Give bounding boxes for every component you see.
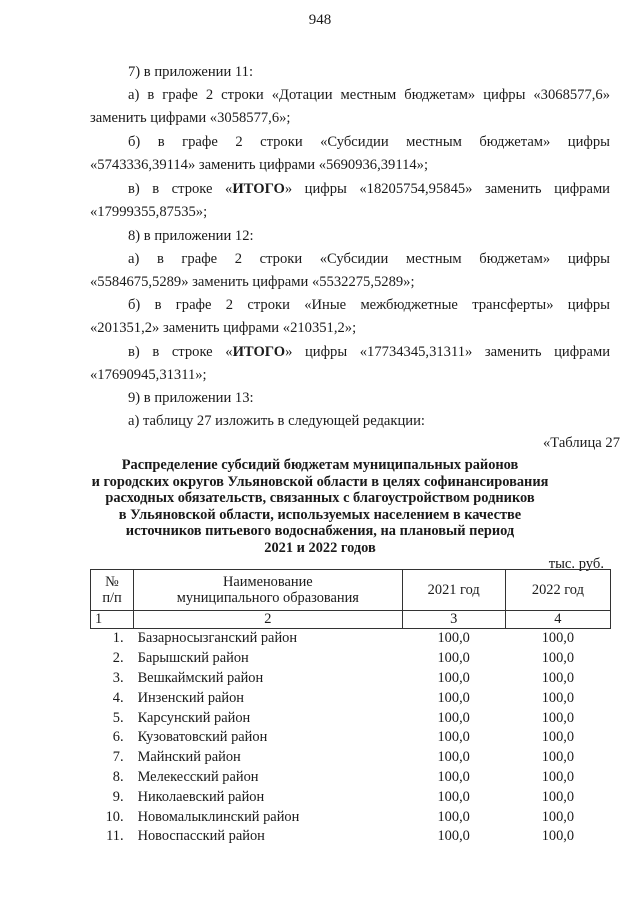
paragraph-8a-line2: «5584675,5289» заменить цифрами «5532275,5289»; — [90, 274, 415, 290]
row-district-name: Базарносызганский район — [137, 630, 298, 647]
row-value-2021: 100,0 — [437, 689, 470, 706]
row-number: 2. — [112, 650, 124, 667]
table-row — [91, 748, 611, 768]
table-title — [0, 457, 640, 557]
row-value-2021: 100,0 — [437, 650, 470, 667]
paragraph-8a-line1: а) в графе 2 строки «Субсидии местным бюджетам» цифры — [128, 251, 610, 267]
row-value-2021: 100,0 — [437, 709, 470, 726]
row-district-name: Барышский район — [137, 650, 249, 667]
row-district-name: Инзенский район — [137, 689, 245, 706]
row-value-2021: 100,0 — [437, 669, 470, 686]
row-district-name: Майнский район — [137, 749, 241, 766]
paragraph-8c-line1 — [128, 344, 610, 361]
table-row — [91, 629, 611, 649]
row-value-2021: 100,0 — [437, 749, 470, 766]
paragraph-8b-line2: «201351,2» заменить цифрами «210351,2»; — [90, 320, 357, 336]
header-number — [91, 570, 134, 611]
column-number: 2 — [134, 611, 403, 629]
unit-label: тыс. руб. — [548, 556, 604, 572]
row-number: 5. — [112, 709, 124, 726]
header-number-line1: № — [105, 574, 119, 590]
row-district-name: Кузоватовский район — [137, 729, 268, 746]
paragraph-7b-line2: «5743336,39114» заменить цифрами «5690936,39114»; — [90, 157, 429, 173]
row-value-2022: 100,0 — [541, 669, 575, 686]
row-number: 11. — [106, 828, 124, 845]
row-value-2022: 100,0 — [541, 729, 575, 746]
header-2022: 2022 год — [505, 570, 610, 611]
paragraph-7c-pre: в) в строке « — [128, 181, 233, 197]
table-row — [91, 807, 611, 827]
row-number: 9. — [112, 788, 124, 805]
paragraph-7: 7) в приложении 11: — [128, 64, 254, 80]
paragraph-8: 8) в приложении 12: — [128, 228, 254, 244]
row-number: 10. — [105, 808, 124, 825]
column-number-row — [91, 611, 611, 629]
row-value-2021: 100,0 — [437, 808, 470, 825]
paragraph-8c-pre: в) в строке « — [128, 344, 233, 360]
row-district-name: Новомалыклинский район — [137, 808, 300, 825]
header-number-line2: п/п — [102, 590, 122, 606]
column-number: 3 — [402, 611, 505, 629]
header-name-line1: Наименование — [223, 574, 313, 590]
title-line: Распределение субсидий бюджетам муниципальных районов — [121, 457, 519, 473]
paragraph-9a: а) таблицу 27 изложить в следующей редакции: — [128, 413, 425, 429]
table-row — [91, 787, 611, 807]
row-value-2021: 100,0 — [437, 729, 470, 746]
paragraph-7a-line1: а) в графе 2 строки «Дотации местным бюджетам» цифры «3068577,6» — [128, 87, 610, 103]
row-number: 1. — [112, 630, 124, 647]
row-district-name: Карсунский район — [137, 709, 251, 726]
paragraph-8c-post: » цифры «17734345,31311» заменить цифрами — [285, 344, 611, 360]
paragraph-8b-line1: б) в графе 2 строки «Иные межбюджетные трансферты» цифры — [128, 297, 610, 313]
row-district-name: Новоспасский район — [137, 828, 265, 845]
row-value-2022: 100,0 — [541, 709, 575, 726]
paragraph-7b-line1: б) в графе 2 строки «Субсидии местным бюджетам» цифры — [128, 134, 610, 150]
table-row — [91, 649, 611, 669]
row-district-name: Мелекесский район — [137, 768, 259, 785]
column-number: 1 — [91, 611, 134, 629]
row-value-2021: 100,0 — [437, 768, 470, 785]
paragraph-8c-line2: «17690945,31311»; — [90, 367, 207, 383]
paragraph-7c-line1 — [128, 181, 610, 198]
title-line: 2021 и 2022 годов — [264, 539, 376, 556]
row-value-2021: 100,0 — [437, 828, 470, 845]
row-value-2022: 100,0 — [541, 630, 575, 647]
title-line: источников питьевого водоснабжения, на плановый период — [125, 523, 515, 540]
title-line: и городских округов Ульяновской области в целях софинансирования — [91, 473, 549, 490]
subsidy-table — [90, 569, 611, 847]
paragraph-7c-post: » цифры «18205754,95845» заменить цифрами — [284, 181, 610, 197]
page-number: 948 — [308, 12, 332, 28]
paragraph-7c-line2: «17999355,87535»; — [90, 204, 208, 220]
row-value-2022: 100,0 — [541, 768, 575, 785]
row-district-name: Вешкаймский район — [137, 669, 264, 686]
paragraph-7a-line2: заменить цифрами «3058577,6»; — [90, 110, 291, 126]
row-value-2021: 100,0 — [437, 788, 470, 805]
row-number: 8. — [112, 768, 124, 785]
table-row — [91, 768, 611, 788]
paragraph-7c-bold: ИТОГО — [232, 181, 285, 197]
column-number: 4 — [505, 611, 610, 629]
row-value-2021: 100,0 — [437, 630, 470, 647]
table-row — [91, 708, 611, 728]
paragraph-9: 9) в приложении 13: — [128, 390, 254, 406]
title-line: расходных обязательств, связанных с благоустройством родников — [105, 490, 535, 507]
table-row — [91, 728, 611, 748]
row-value-2022: 100,0 — [541, 788, 575, 805]
table-body — [91, 629, 611, 847]
row-value-2022: 100,0 — [541, 808, 575, 825]
paragraph-8c-bold: ИТОГО — [232, 344, 286, 360]
row-value-2022: 100,0 — [541, 689, 575, 706]
row-number: 6. — [112, 729, 124, 746]
row-number: 4. — [112, 689, 124, 706]
title-line: в Ульяновской области, используемых населением в качестве — [118, 506, 522, 523]
table-row — [91, 827, 611, 847]
table-header-row — [91, 570, 611, 611]
row-value-2022: 100,0 — [541, 650, 575, 667]
header-name — [134, 570, 403, 611]
row-number: 3. — [112, 669, 124, 686]
table-row — [91, 669, 611, 689]
table-reference: «Таблица 27 — [542, 435, 620, 451]
row-value-2022: 100,0 — [541, 828, 575, 845]
row-district-name: Николаевский район — [137, 788, 265, 805]
header-2021: 2021 год — [402, 570, 505, 611]
table-row — [91, 688, 611, 708]
header-name-line2: муниципального образования — [176, 590, 359, 606]
row-value-2022: 100,0 — [541, 749, 575, 766]
row-number: 7. — [112, 749, 124, 766]
